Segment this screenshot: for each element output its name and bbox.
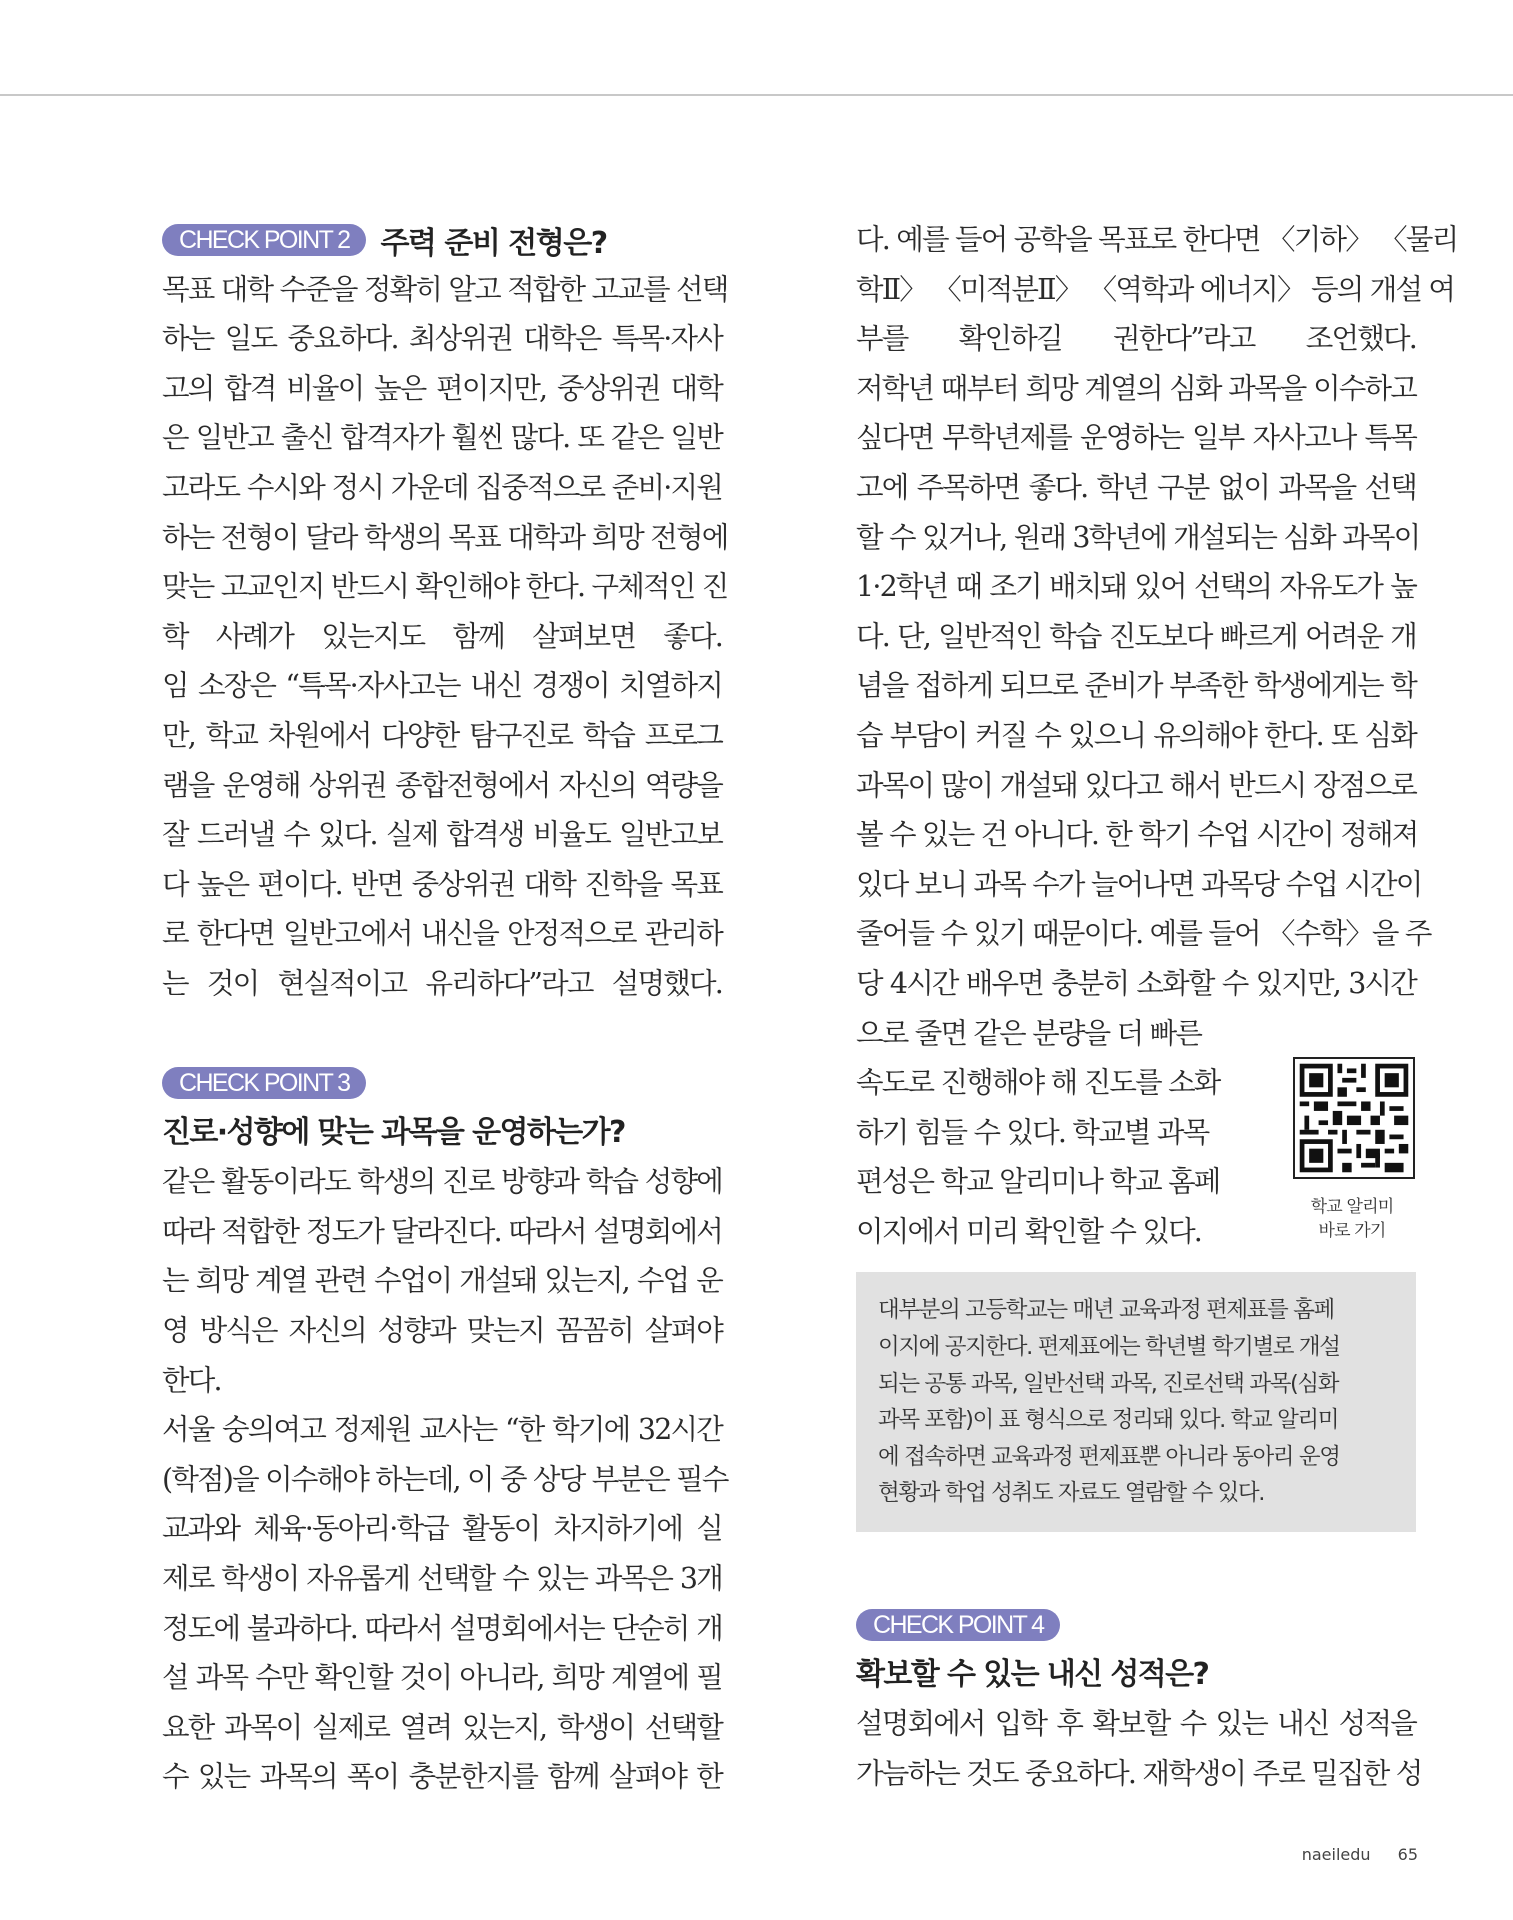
text-line: 설 과목 수만 확인할 것이 아니라, 희망 계열에 필 xyxy=(162,1661,722,1695)
text-line: 같은 활동이라도 학생의 진로 방향과 학습 성향에 xyxy=(162,1165,722,1199)
qr-wrap-section xyxy=(856,1009,1416,1257)
info-line: 과목 포함)이 표 형식으로 정리돼 있다. 학교 알리미 xyxy=(878,1407,1339,1434)
text-line: 가늠하는 것도 중요하다. 재학생이 주로 밀집한 성 xyxy=(856,1756,1422,1790)
text-line: 다 높은 편이다. 반면 중상위권 대학 진학을 목표 xyxy=(162,867,722,901)
cp2-title: 주력 준비 전형은? xyxy=(380,225,607,261)
text-line: 교과와 체육·동아리·학급 활동이 차지하기에 실 xyxy=(162,1512,722,1546)
text-line: 1·2학년 때 조기 배치돼 있어 선택의 자유도가 높 xyxy=(856,570,1416,604)
text-line: 따라 적합한 정도가 달라진다. 따라서 설명회에서 xyxy=(162,1214,722,1248)
qr-caption-line: 학교 알리미 xyxy=(1310,1196,1394,1217)
text-line: 임 소장은 “특목·자사고는 내신 경쟁이 치열하지 xyxy=(162,669,722,703)
text-line: 잘 드러낼 수 있다. 실제 합격생 비율도 일반고보 xyxy=(162,818,722,852)
text-line: 요한 과목이 실제로 열려 있는지, 학생이 선택할 xyxy=(162,1710,722,1744)
text-line: 로 한다면 일반고에서 내신을 안정적으로 관리하 xyxy=(162,917,722,951)
spacer xyxy=(856,1532,1416,1600)
cp3-heading xyxy=(162,1058,722,1108)
info-line: 되는 공통 과목, 일반선택 과목, 진로선택 과목(심화 xyxy=(878,1370,1339,1397)
text-line: 이지에서 미리 확인할 수 있다. xyxy=(856,1214,1202,1248)
text-line: 는 희망 계열 관련 수업이 개설돼 있는지, 수업 운 xyxy=(162,1264,722,1298)
text-line: 맞는 고교인지 반드시 확인해야 한다. 구체적인 진 xyxy=(162,570,728,604)
top-rule xyxy=(0,94,1513,96)
text-line: 습 부담이 커질 수 있으니 유의해야 한다. 또 심화 xyxy=(856,718,1416,752)
cp3-right-para1 xyxy=(856,215,1458,364)
cp3-para1 xyxy=(162,1157,722,1405)
text-line: 부를 확인하길 권한다”라고 조언했다. xyxy=(856,322,1416,356)
text-line: 과목이 많이 개설돼 있다고 해서 반드시 장점으로 xyxy=(856,768,1416,802)
text-line: 있다 보니 과목 수가 늘어나면 과목당 수업 시간이 xyxy=(856,867,1422,901)
text-line: 싶다면 무학년제를 운영하는 일부 자사고나 특목 xyxy=(856,421,1416,455)
text-line: 학Ⅱ〉 〈미적분Ⅱ〉 〈역학과 에너지〉 등의 개설 여 xyxy=(856,272,1455,306)
cp4-title: 확보할 수 있는 내신 성적은? xyxy=(856,1656,1209,1692)
text-line: 하기 힘들 수 있다. 학교별 과목 xyxy=(856,1115,1209,1149)
text-line: 다. 예를 들어 공학을 목표로 한다면 〈기하〉 〈물리 xyxy=(856,223,1458,256)
cp3-right-para2 xyxy=(856,364,1431,1009)
qr-caption-line: 바로 가기 xyxy=(1318,1220,1386,1241)
info-line: 에 접속하면 교육과정 편제표뿐 아니라 동아리 운영 xyxy=(878,1443,1340,1470)
cp3-title: 진로·성향에 맞는 과목을 운영하는가? xyxy=(162,1114,625,1150)
text-line: 하는 전형이 달라 학생의 목표 대학과 희망 전형에 xyxy=(162,520,728,554)
spacer xyxy=(162,1009,722,1059)
text-line: 제로 학생이 자유롭게 선택할 수 있는 과목은 3개 xyxy=(162,1562,722,1596)
text-line: 념을 접하게 되므로 준비가 부족한 학생에게는 학 xyxy=(856,669,1416,703)
page-number: 65 xyxy=(1397,1845,1418,1864)
text-line: 속도로 진행해야 해 진도를 소화 xyxy=(856,1066,1220,1100)
cp2-badge: CHECK POINT 2 xyxy=(162,224,366,256)
info-line: 현황과 학업 성취도 자료도 열람할 수 있다. xyxy=(878,1480,1264,1507)
page-footer xyxy=(1302,1845,1418,1864)
info-box xyxy=(856,1272,1416,1532)
cp4-heading xyxy=(856,1600,1416,1650)
text-line: 한다. xyxy=(162,1363,221,1397)
footer-brand: naeiledu xyxy=(1301,1845,1371,1864)
text-line: 목표 대학 수준을 정확히 알고 적합한 고교를 선택 xyxy=(162,272,728,306)
cp3-right-narrow xyxy=(856,1009,1221,1257)
cp4-badge: CHECK POINT 4 xyxy=(856,1609,1060,1641)
cp4-para1 xyxy=(856,1699,1422,1798)
text-line: 볼 수 있는 건 아니다. 한 학기 수업 시간이 정해져 xyxy=(856,818,1418,852)
text-line: 하는 일도 중요하다. 최상위권 대학은 특목·자사 xyxy=(162,322,722,356)
text-line: 는 것이 현실적이고 유리하다”라고 설명했다. xyxy=(162,966,722,1000)
text-line: 수 있는 과목의 폭이 충분한지를 함께 살펴야 한 xyxy=(162,1760,722,1794)
text-line: (학점)을 이수해야 하는데, 이 중 상당 부분은 필수 xyxy=(162,1462,728,1496)
text-line: 고에 주목하면 좋다. 학년 구분 없이 과목을 선택 xyxy=(856,470,1416,504)
text-line: 은 일반고 출신 합격자가 훨씬 많다. 또 같은 일반 xyxy=(162,421,722,455)
text-line: 할 수 있거나, 원래 3학년에 개설되는 심화 과목이 xyxy=(856,520,1420,554)
cp3-para2 xyxy=(162,1405,728,1802)
text-line: 당 4시간 배우면 충분히 소화할 수 있지만, 3시간 xyxy=(856,966,1416,1000)
text-line: 고라도 수시와 정시 가운데 집중적으로 준비·지원 xyxy=(162,470,722,504)
left-column xyxy=(162,215,728,1802)
cp2-para1 xyxy=(162,265,728,662)
info-line: 대부분의 고등학교는 매년 교육과정 편제표를 홈페 xyxy=(878,1297,1334,1324)
text-line: 만, 학교 차원에서 다양한 탐구진로 학습 프로그 xyxy=(162,718,722,752)
text-line: 서울 숭의여고 정제원 교사는 “한 학기에 32시간 xyxy=(162,1413,722,1447)
right-column xyxy=(856,215,1458,1798)
qr-block[interactable] xyxy=(1288,1057,1416,1243)
text-line: 고의 합격 비율이 높은 편이지만, 중상위권 대학 xyxy=(162,371,722,405)
text-line: 정도에 불과하다. 따라서 설명회에서는 단순히 개 xyxy=(162,1611,722,1645)
text-line: 으로 줄면 같은 분량을 더 빠른 xyxy=(856,1016,1202,1050)
text-line: 설명회에서 입학 후 확보할 수 있는 내신 성적을 xyxy=(856,1707,1416,1741)
text-line: 영 방식은 자신의 성향과 맞는지 꼼꼼히 살펴야 xyxy=(162,1314,722,1348)
text-line: 편성은 학교 알리미나 학교 홈페 xyxy=(856,1165,1220,1199)
text-line: 학 사례가 있는지도 함께 살펴보면 좋다. xyxy=(162,619,722,653)
qr-code-icon[interactable] xyxy=(1293,1057,1415,1179)
cp2-heading xyxy=(162,215,722,265)
text-line: 저학년 때부터 희망 계열의 심화 과목을 이수하고 xyxy=(856,371,1416,405)
qr-caption xyxy=(1288,1195,1416,1243)
cp2-para2 xyxy=(162,661,722,1008)
cp3-badge: CHECK POINT 3 xyxy=(162,1067,366,1099)
info-line: 이지에 공지한다. 편제표에는 학년별 학기별로 개설 xyxy=(878,1334,1340,1361)
text-line: 램을 운영해 상위권 종합전형에서 자신의 역량을 xyxy=(162,768,722,802)
text-line: 줄어들 수 있기 때문이다. 예를 들어 〈수학〉을 주 xyxy=(856,917,1431,951)
text-line: 다. 단, 일반적인 학습 진도보다 빠르게 어려운 개 xyxy=(856,619,1416,653)
